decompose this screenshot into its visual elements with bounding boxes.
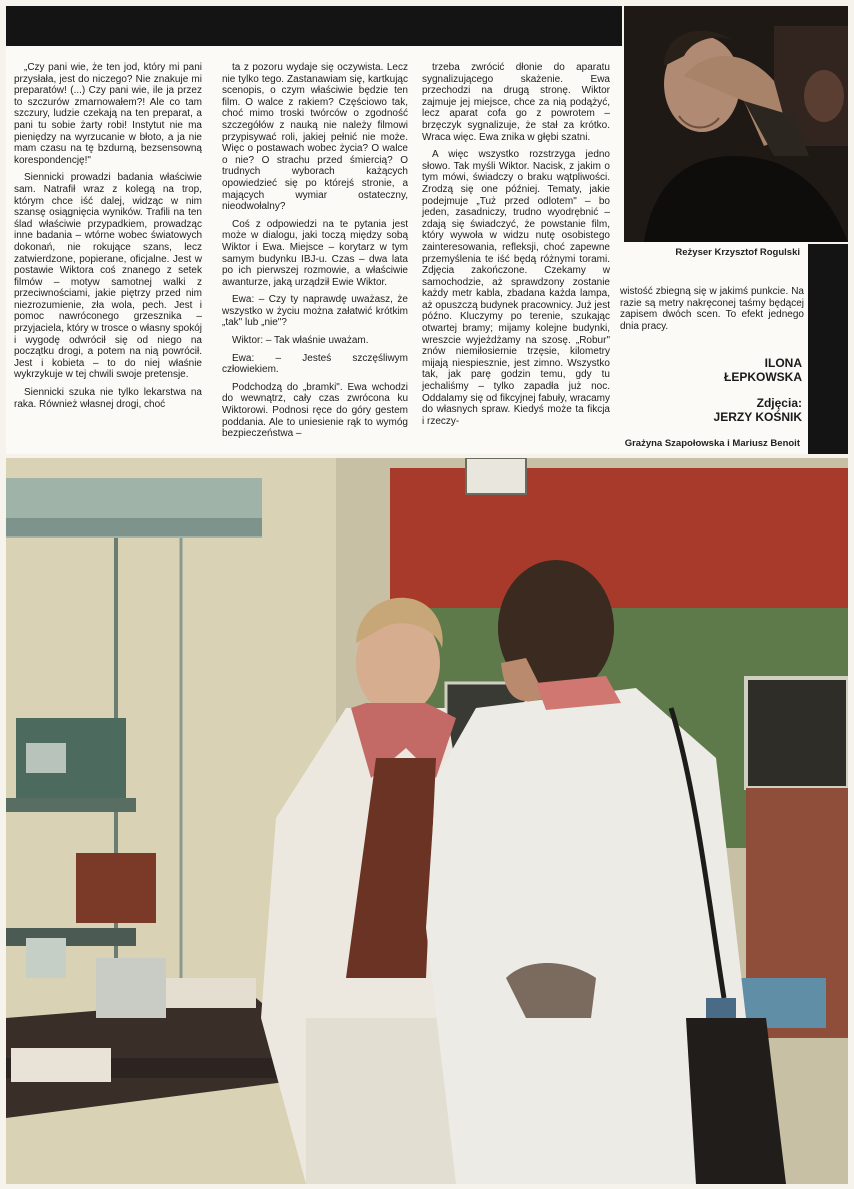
paragraph: Siennicki prowadzi badania właściwie sam. Natrafił wraz z kolegą na trop, którym chce iść dalej, widząc w nim szansę osiągnięcia wyników. Trafili na ten ślad właściwie przypadkiem, prowadząc inne badania – wtórne wobec światowych dokonań, nie rokujące szans, lecz zatwierdzone, popierane, oficjalne. Jest w postawie Wiktora coś znanego z setek filmów – motyw samotnej walki z przeciwnościami, jakie piętrzy przed nim niezrozumienie, zła wola, pech. Jest i pomoc nawróconego grzesznika – przyjaciela, który w trosce o własny spokój i wygodę odwrócił się od niego na początku drogi, a potem na nią powrócił. Jest i kobieta – to do niej właśnie wykrzykuje w tej chwili swoje pretensje. (14, 172, 202, 381)
photographer-name: JERZY KOŚNIK (713, 410, 802, 424)
main-photo-caption: Grażyna Szapołowska i Mariusz Benoit (624, 438, 800, 449)
byline (620, 356, 802, 424)
paragraph: ta z pozoru wydaje się oczywista. Lecz nie tylko tego. Zastanawiam się, kartkując scenopis, o czym właściwie będzie ten film. O walce z rakiem? Częściowo tak, choć mimo troski twórców o zgodność szczegółów z nauką nie należy filmowi przypisywać roli, jakiej pełnić nie może. Więc o postawach wobec życia? O walce o nie? O strachu przed śmiercią? O trudnych wyborach każących opowiedzieć się po którejś stronie, a mających wymiar ostateczny, nieodwołalny? (222, 62, 408, 213)
paragraph: „Czy pani wie, że ten jod, który mi pani przysłała, jest do niczego? Nie znakuje mi preparatów! (...) Czy pani wie, ile ja przez to szczurów zmarnowałem?! Ale co tam szczury, ludzie czekają na ten preparat, a pani tu sobie żarty robi! Instytut nie ma pieniędzy na wyrzucanie w błoto, a ja nie mam czasu na tę bzdurną, bezsensowną korespondencję!" (14, 62, 202, 166)
right-dark-strip (808, 244, 848, 454)
lab-scene-photo (6, 458, 848, 1184)
paragraph: A więc wszystko rozstrzyga jedno słowo. Tak myśli Wiktor. Nacisk, z jakim o tym mówi, świadczy o braku wątpliwości. Zrodzą się one później. Tematy, jakie podejmuje „Tuż przed odlotem" – bo jeden, zasadniczy, trudno wyodrębnić – zdają się świadczyć, że powstanie film, który wywoła w widzu nutę osobistego zainteresowania, refleksji, choć zapewne przemyślenia te iść będą różnymi torami. Zdjęcia zakończone. Czekamy w samochodzie, aż sprawdzony zostanie każdy metr kabla, zbadana każda lampa, aż opuszczą budynek pracownicy. Już jest późno. Kluczymy po terenie, szukając otwartej bramy; mijamy kolejne budynki, wreszcie wyjeżdżamy na szosę. „Robur" znów niemiłosiernie trzęsie, kilometry mijają niespiesznie, jest zimno. Wszystko tak, jak parę godzin temu, gdy tu jechaliśmy – tylko zapadła już noc. Oddalamy się od fikcyjnej fabuły, wracamy do własnych spraw. Kiedyś może ta fikcja i rzeczy- (422, 149, 610, 427)
portrait-caption: Reżyser Krzysztof Rogulski (675, 247, 800, 258)
paragraph: Podchodzą do „bramki". Ewa wchodzi do wewnątrz, cały czas zwrócona ku Wiktorowi. Podnosi ręce do góry gestem poddania. Ale to uniesienie rąk to wymóg bezpieczeństwa – (222, 381, 408, 440)
article-column-2 (222, 62, 408, 446)
author-last-name: ŁEPKOWSKA (724, 370, 802, 384)
dialog-line: Wiktor: – Tak właśnie uważam. (232, 335, 369, 347)
dialog-line: Ewa: – Jesteś szczęśliwym człowiekiem. (222, 352, 408, 376)
top-dark-band (6, 6, 622, 46)
paragraph: trzeba zwrócić dłonie do aparatu sygnalizującego skażenie. Ewa przechodzi na drugą stronę. Wiktor zajmuje jej miejsce, chce za nią podążyć, lecz aparat cofa go z powrotem – brzęczyk sygnalizuje, że stał za krótko. Wraca więc. Ewa znika w głębi szatni. (422, 62, 610, 143)
photos-label: Zdjęcia: (756, 396, 802, 410)
portrait-illustration (624, 6, 848, 242)
dialog-line: Ewa: – Czy ty naprawdę uważasz, że wszystko w życiu można załatwić krótkim „tak" lub „nie"? (222, 294, 408, 329)
article-column-4 (620, 286, 804, 332)
article-column-1 (14, 62, 202, 416)
author-first-name: ILONA (764, 356, 802, 370)
director-portrait-photo (624, 6, 848, 242)
paragraph: wistość zbiegną się w jakimś punkcie. Na razie są metry nakręconej taśmy będącej zapisem dwóch scen. To efekt jednego dnia pracy. (620, 286, 804, 332)
lab-scene-illustration (6, 458, 848, 1184)
article-column-3 (422, 62, 610, 433)
paragraph: Siennicki szuka nie tylko lekarstwa na raka. Również własnej drogi, choć (14, 387, 202, 410)
paragraph: Coś z odpowiedzi na te pytania jest może w dialogu, jaki toczą między sobą Wiktor i Ewa. Miejsce – korytarz w tym samym budynku IBJ-u. Czas – dwa lata po ich pierwszej rozmowie, a właściwie awanturze, jaką urządził Ewie Wiktor. (222, 218, 408, 288)
